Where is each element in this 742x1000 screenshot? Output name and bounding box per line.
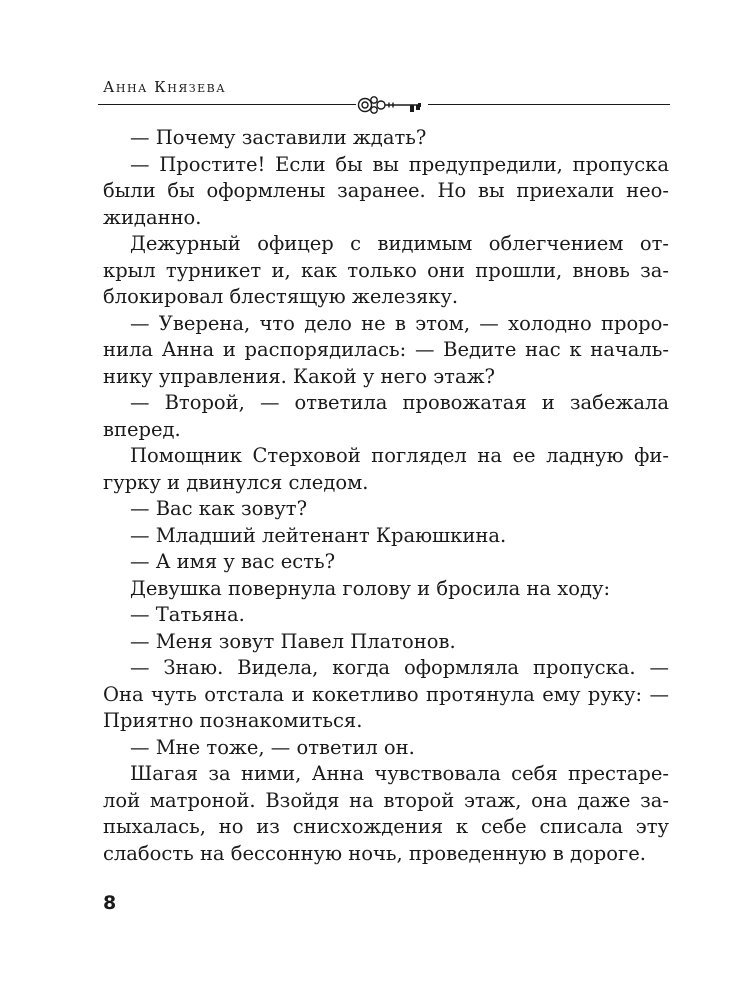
text-line: крыл турникет и, как только они прошли, вновь за- [103,258,669,282]
text-line: — Татьяна. [130,603,245,626]
text-line: Дежурный офицер с видимым облегчением от- [130,232,669,255]
running-head-author: Анна Князева [103,78,227,96]
text-line: — Почему заставили ждать? [130,126,427,149]
text-line: блокировал блестящую железяку. [103,285,459,308]
text-line: Она чуть отстала и кокетливо протянула ему руку: — [103,682,669,706]
text-line: Помощник Стерховой поглядел на ее ладную фи- [130,444,669,467]
text-line: нила Анна и распорядилась: — Ведите нас к началь- [103,338,669,361]
key-icon [356,93,428,117]
text-line: — Уверена, что дело не в этом, — холодно проро- [130,311,669,335]
text-line: слабость на бессонную ночь, проведенную в дороге. [103,841,646,865]
text-line: — Вас как зовут? [130,497,308,520]
text-line: — Меня зовут Павел Платонов. [130,629,456,653]
text-line: — Второй, — ответила провожатая и забежала [130,391,669,414]
text-line: гурку и двинулся следом. [103,470,369,494]
text-line: — А имя у вас есть? [130,550,336,573]
text-line: — Мне тоже, — ответил он. [130,735,415,759]
text-line: — Младший лейтенант Краюшкина. [130,523,507,547]
text-line: — Простите! Если бы вы предупредили, пропуска [130,152,669,176]
text-line: Приятно познакомиться. [103,709,363,732]
page-number: 8 [103,892,117,914]
text-line: — Знаю. Видела, когда оформляла пропуска. — [130,656,669,679]
body-text [103,125,669,867]
text-line: нику управления. Какой у него этаж? [103,364,495,388]
text-line: были бы оформлены заранее. Но вы приехали нео- [103,179,669,202]
text-line: пыхалась, но из снисхождения к себе списала эту [103,815,669,838]
text-line: Девушка повернула голову и бросила на ходу: [130,576,611,600]
text-line: Шагая за ними, Анна чувствовала себя престаре- [130,762,669,785]
text-line: вперед. [103,417,181,441]
text-line: лой матроной. Взойдя на второй этаж, она даже за- [103,788,669,812]
text-line: жиданно. [103,205,202,229]
